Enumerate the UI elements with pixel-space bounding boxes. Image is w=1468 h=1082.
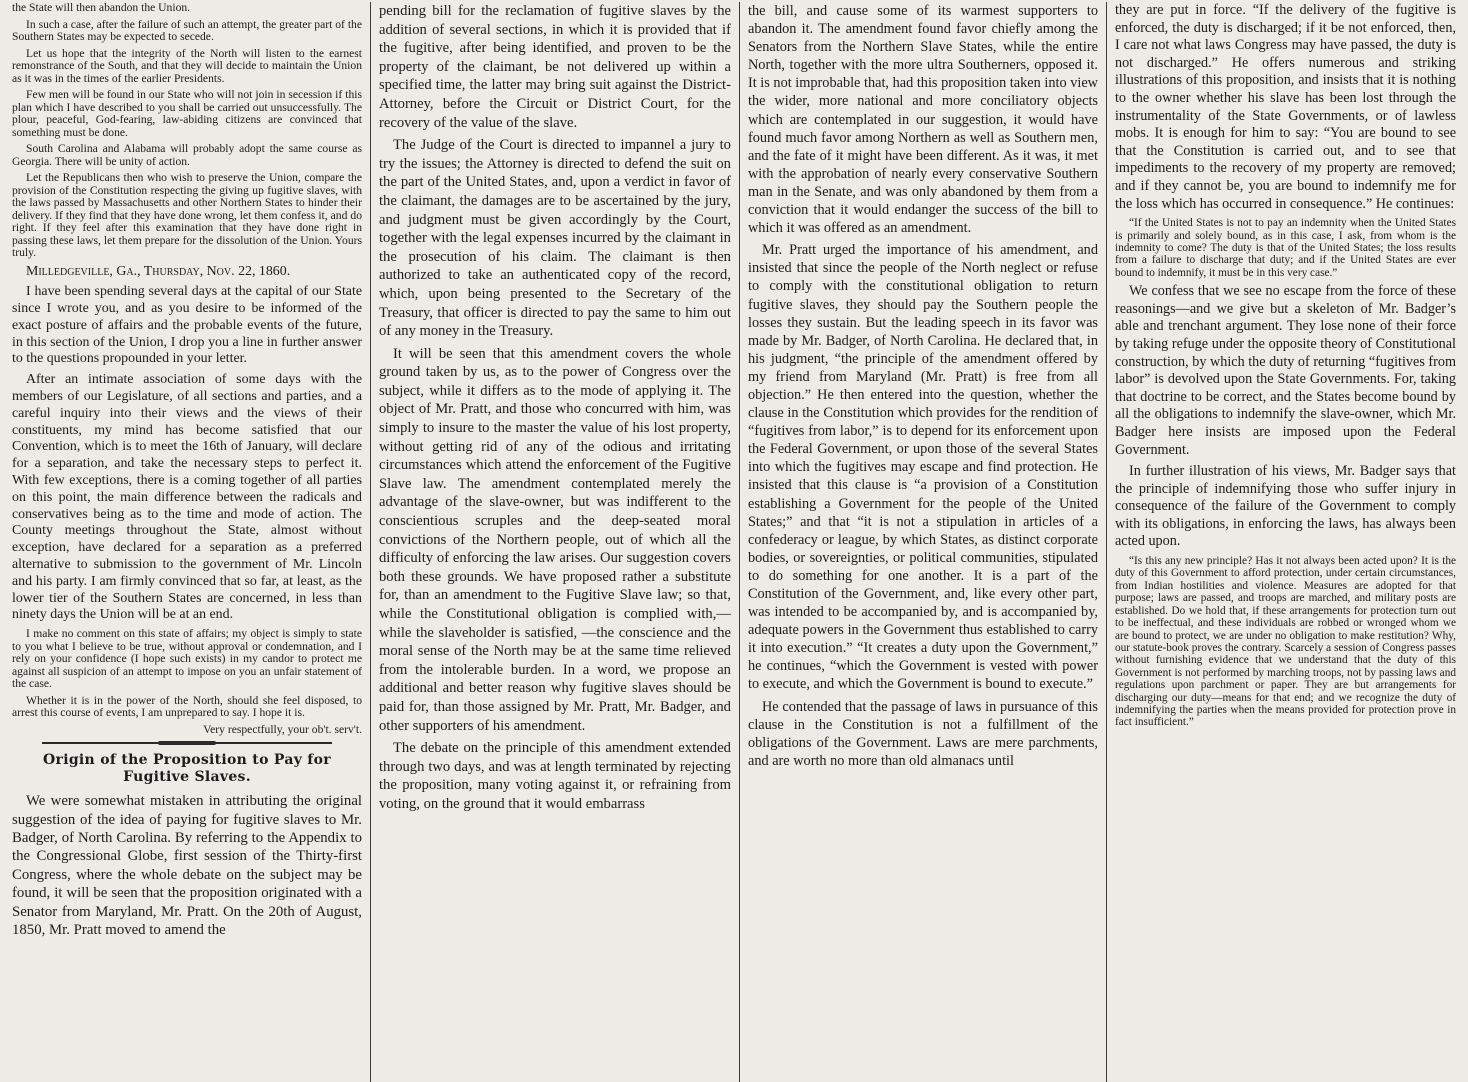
article-body — [1115, 283, 1456, 551]
article-body — [12, 792, 362, 939]
paragraph: In further illustration of his views, Mr. Badger says that the principle of indemnifying those who suffer injury in consequence of the failure of the Government to comply with its obligations, in enforcing the laws, has always been acted upon. — [1114, 463, 1456, 550]
article-body — [1115, 2, 1456, 213]
dateline: Milledgeville, Ga., Thursday, Nov. 22, 1860. — [26, 263, 291, 279]
section-divider — [42, 742, 332, 744]
quote-paragraph: “If the United States is not to pay an indemnity when the United States is primarily and solely bound, as in this case, I ask, from whom is the indemnity to come? The duty is that of the United States; the loss results from a failure to discharge that duty; and if the United States are ever bound to indemnify, it must be in this very case.” — [1114, 217, 1456, 279]
paragraph: Whether it is in the power of the North, should she feel disposed, to arrest this course of events, I am unprepared to say. I hope it is. — [12, 693, 362, 720]
paragraph: Few men will be found in our State who will not join in secession if this plan which I have described to you shall be carried out unsuccessfully. The plour, peaceful, God-fearing, law-abiding citizens are convinced that something must be done. — [12, 88, 362, 139]
letter-continuation — [12, 2, 362, 260]
paragraph: The Judge of the Court is directed to impannel a jury to try the issues; the Attorney is directed to defend the suit on the part of the United States, and, upon a verdict in favor of the claimant, the damages are to be ascertained by the jury, and judgment must be given accordingly by the Court, together with the legal expenses incurred by the claimant in the prosecution of his claim. The claimant is then authorized to take an authenticated copy of the record, which, upon being presented to the Secretary of the Treasury, that officer is directed to pay the same to him out of any money in the Treasury. — [379, 137, 731, 340]
column-3 — [740, 2, 1107, 1082]
article-body — [748, 2, 1098, 770]
quote-paragraph: “Is this any new principle? Has it not always been acted upon? It is the duty of this Government to afford protection, under certain circumstances, from Indian hostilities and violence. Measures are adopted for that purpose; laws are passed, and troops are marched, and military posts are established. Do we hold that, if these arrangements for protection turn out to be ineffectual, and these individuals are robbed or wronged whom we are bound to protect, we are under no obligation to make restitution? Why, our statute-book proves the contrary. Scarcely a session of Congress passes without furnishing evidence that we understand that the duty of this Government is not performed by marching troops, not by passing laws and regulations upon parchment or paper. They are but arrangements for discharging our duty—means for that end; and we recognize the duty of indemnifying the parties when the means provided for protection prove in fact insufficient.” — [1114, 555, 1456, 729]
paragraph: the bill, and cause some of its warmest supporters to abandon it. The amendment found favor chiefly among the Senators from the Northern Slave States, while the entire North, together with the more ultra Southerners, opposed it. It is not improbable that, had this proposition taken into view the wider, more national and more conciliatory objects which are contemplated in our suggestion, it would have found much favor among Northern as well as Southern men, and the fate of it might have been different. As it was, it met with the approbation of nearly every conservative Southern man in the Senate, and was only abandoned by them from a conviction that it would endanger the success of the bill to which it was offered as an amendment. — [747, 3, 1098, 237]
paragraph: South Carolina and Alabama will probably adopt the same course as Georgia. There will be unity of action. — [12, 142, 362, 168]
paragraph: Let us hope that the integrity of the North will listen to the earnest remonstrance of the South, and that they will decide to maintain the Union as it was in the times of the earlier Presidents. — [12, 46, 362, 85]
second-letter — [12, 264, 362, 625]
column-4 — [1107, 2, 1464, 1082]
column-2 — [371, 2, 740, 1082]
paragraph: I have been spending several days at the capital of our State since I wrote you, and as you desire to be informed of the exact posture of affairs and the probable events of the future, in this section of the Union, I drop you a line in further answer to the questions propounded in your letter. — [12, 284, 362, 367]
signoff: Very respectfully, your ob't. serv't. — [203, 722, 362, 736]
letter-closing — [12, 628, 362, 736]
paragraph: I make no comment on this state of affairs; my object is simply to state to you what I believe to be true, without approval or condemnation, and I rely on your confidence (I hope such exists) in my candor to protect me against all suspicion of an attempt to impose on you an unfair statement of the case. — [12, 627, 362, 691]
paragraph: pending bill for the reclamation of fugitive slaves by the addition of several sections, in which it is provided that if the fugitive, after being identified, and proven to be the property of the claimant, be not delivered up within a specified time, the latter may bring suit against the District-Attorney, before the Circuit or District Court, for the recovery of the value of the slave. — [379, 3, 731, 131]
paragraph: Mr. Pratt urged the importance of his amendment, and insisted that since the people of the North neglect or refuse to comply with the constitutional obligation to return fugitive slaves, they should pay the Southern people the losses they sustain. But the leading speech in its favor was made by Mr. Badger, of North Carolina. He declared that, in his judgment, “the principle of the amendment offered by my friend from Maryland (Mr. Pratt) is free from all objection.” He then entered into the question, whether the clause in the Constitution which provides for the rendition of “fugitives from labor,” is to depend for its enforcement upon the Federal Government, or upon those of the several States into which the fugitives may escape and find protection. He insisted that this clause is “a provision of a Constitution establishing a Government for the people of the United States;” and that “it is not a stipulation in articles of a confederacy or league, by which States, as distinct corporate bodies, or sovereignties, or political communities, stipulated to do something for one another. It is a part of the Constitution of the Government, and, like every other part, was intended to be accompanied by, and is accompanied by, adequate powers in the Government thus established to carry it into execution.” “It creates a duty upon the Government,” he continues, “which the Government is vested with power to execute, and which the Government is bound to execute.” — [747, 242, 1098, 693]
paragraph: In such a case, after the failure of such an attempt, the greater part of the Southern States may be expected to secede. — [12, 17, 362, 43]
block-quote — [1115, 217, 1456, 279]
block-quote — [1115, 555, 1456, 729]
article-body — [379, 2, 731, 814]
paragraph: the State will then abandon the Union. — [12, 2, 191, 14]
paragraph: It will be seen that this amendment covers the whole ground taken by us, as to the power of Congress over the subject, while it differs as to the mode of applying it. The object of Mr. Pratt, and those who concurred with him, was simply to insure to the master the value of his lost property, without getting rid of any of the odious and irritating circumstances which attend the enforcement of the Fugitive Slave law. The amendment contemplated merely the advantage of the slave-owner, but was indifferent to the conscientious scruples and the deep-seated moral convictions of the Northern people, out of which all the difficulty of enforcing the law arises. Our suggestion covers both these grounds. We have proposed rather a substitute for, than an amendment to the Fugitive Slave law; so that, while the Constitutional obligation is complied with,—while the slaveholder is satisfied, —the conscience and the moral sense of the North may be at the same time relieved from the intolerable burden. In a word, we propose an additional and better reason why fugitive slaves should be paid for, than those assigned by Mr. Pratt, Mr. Badger, and other supporters of his amendment. — [379, 345, 731, 734]
paragraph: He contended that the passage of laws in pursuance of this clause in the Constitution is not a fulfillment of the obligations of the Government. Laws are mere parchments, and are worth no more than old almanacs until — [747, 698, 1098, 769]
paragraph: After an intimate association of some days with the members of our Legislature, of all sections and parties, and a careful inquiry into their views and the views of their constituents, my mind has become satisfied that our Convention, which is to meet the 16th of January, will declare for a separation, and take the necessary steps to perfect it. With few exceptions, there is a coming together of all parties on this point, the main difference between the radicals and conservatives being as to the time and mode of action. The County meetings throughout the State, almost without exception, have declared for a separation as a preferred alternative to submission to the government of Mr. Lincoln and his party. I am firmly convinced that so far, at least, as the lower tier of the Southern States are concerned, in less than ninety days the Union will be at an end. — [12, 372, 362, 623]
paragraph: The debate on the principle of this amendment extended through two days, and was at length terminated by rejecting the proposition, many voting against it, or refraining from voting, on the ground that it would embarrass — [379, 740, 731, 812]
paragraph: We confess that we see no escape from the force of these reasonings—and we give but a skeleton of Mr. Badger’s able and trenchant argument. They lose none of their force by taking refuge under the opposite theory of Constitutional construction, by which the duty of returning “fugitives from labor” is devolved upon the State Governments. For, taking that doctrine to be correct, and the States become bound by all the obligations to indemnify the slave-owner, which Mr. Badger here insists are imposed upon the Federal Government. — [1114, 283, 1456, 458]
paragraph: Let the Republicans then who wish to preserve the Union, compare the provision of the Constitution respecting the giving up fugitive slaves, with the laws passed by Massachusetts and other Northern States to hinder their delivery. If they find that they have done wrong, let them confess it, and do right. If they feel after this examination that they have done right in passing these laws, let them prepare for the dissolution of the Union. Yours truly. — [12, 171, 362, 259]
paragraph: We were somewhat mistaken in attributing the original suggestion of the idea of paying for fugitive slaves to Mr. Badger, of North Carolina. By referring to the Appendix to the Congressional Globe, first session of the Thirty-first Congress, where the whole debate on the subject may be found, it will be seen that the proposition originated with a Senator from Maryland, Mr. Pratt. On the 20th of August, 1850, Mr. Pratt moved to amend the — [12, 793, 362, 939]
column-1 — [4, 2, 371, 1082]
paragraph: they are put in force. “If the delivery of the fugitive is enforced, the duty is discharged; if it be not enforced, then, I care not what laws Congress may have passed, the duty is not discharged.” He offers numerous and striking illustrations of this proposition, and insists that it is nothing to the owner whether his slave has been lost through the instrumentality of the State Governments, or of lawless mobs. It is enough for him to say: “You are bound to see that the Constitution is carried out, and to see that impediments to the recovery of my property are removed; and if they cannot be, you are bound to indemnify me for the loss which has occurred in consequence.” He continues: — [1114, 2, 1456, 212]
article-headline: Origin of the Proposition to Pay for Fugitive Slaves. — [43, 752, 331, 786]
